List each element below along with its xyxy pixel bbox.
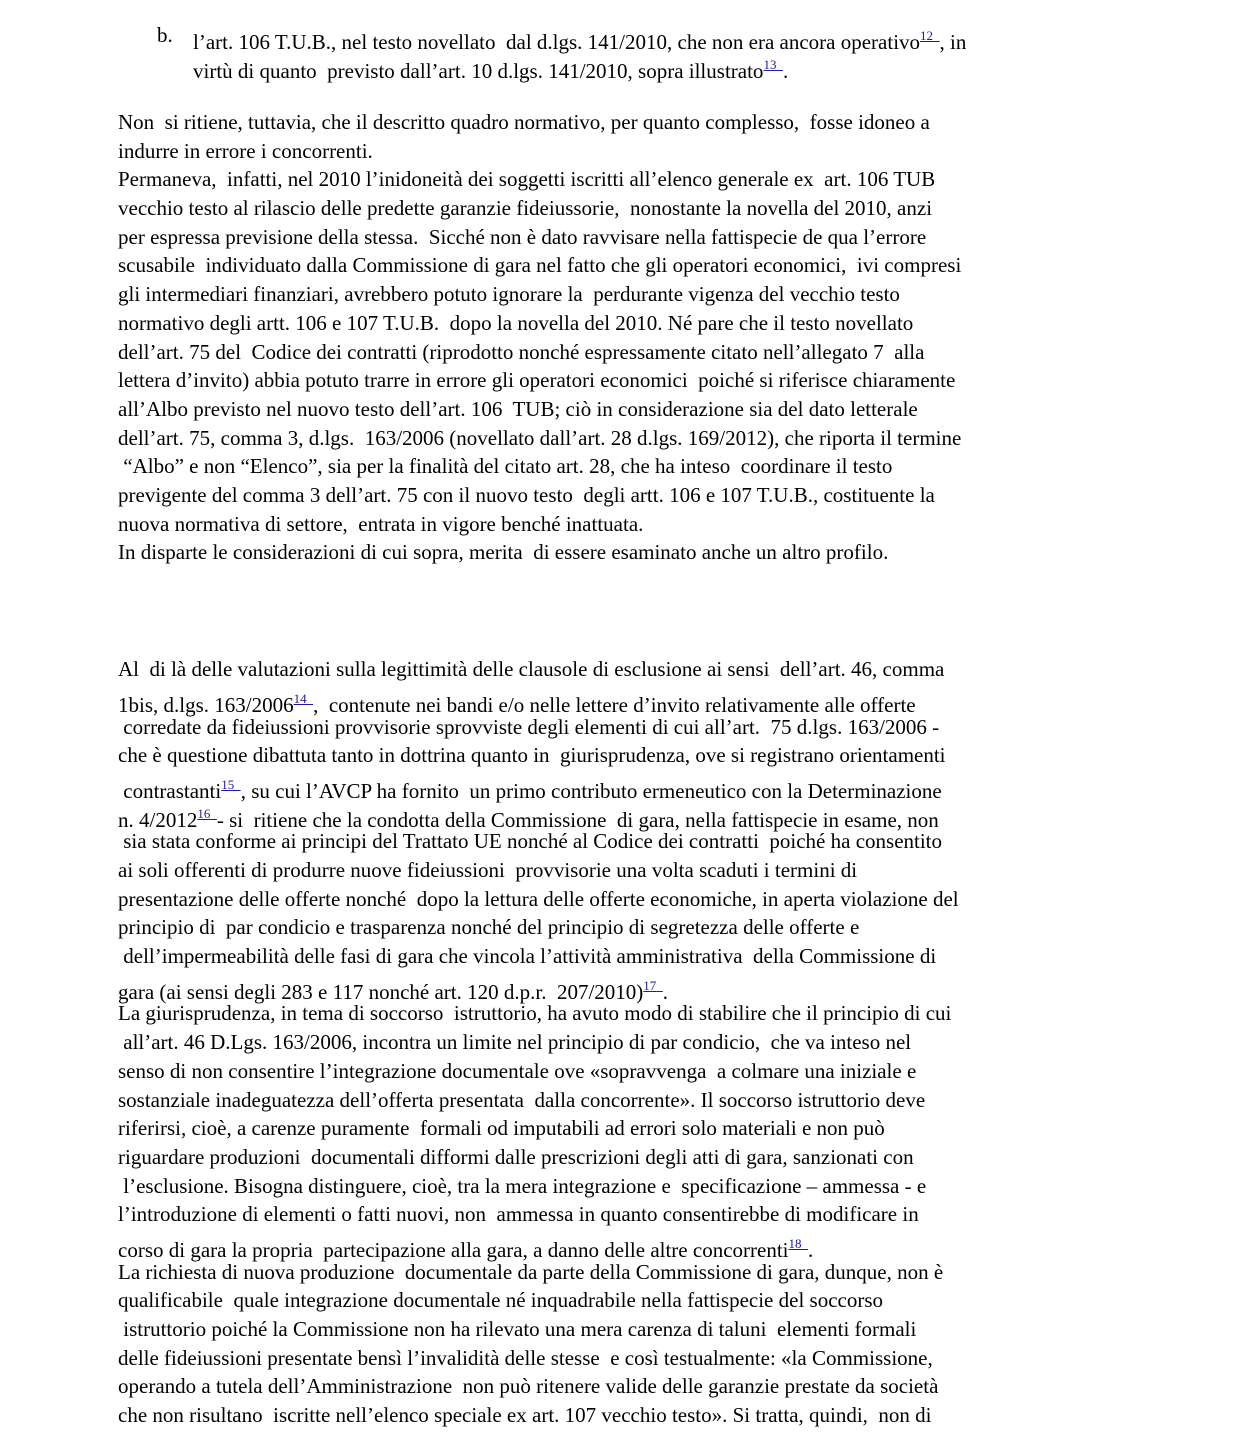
text-run: gara (ai sensi degli 283 e 117 nonché art. 120 d.p.r. 207/2010): [118, 980, 644, 1004]
p3-line: senso di non consentire l’integrazione documentale ove «sopravvenga a colmare una iniziale e: [118, 1059, 917, 1083]
p3-line: riferirsi, cioè, a carenze puramente formali od imputabili ad errori solo materiali e non può: [118, 1116, 885, 1140]
p4-line: che non risultano iscritte nell’elenco speciale ex art. 107 vecchio testo». Si tratta, quindi, non di: [118, 1403, 932, 1427]
p3-line: sostanziale inadeguatezza dell’offerta presentata dalla concorrente». Il soccorso istruttorio deve: [118, 1088, 926, 1112]
footnote-ref-12[interactable]: 12: [920, 28, 934, 43]
p1-line: Permaneva, infatti, nel 2010 l’inidoneità dei soggetti iscritti all’elenco generale ex art. 106 TUB: [118, 167, 936, 191]
p4-line: qualificabile quale integrazione documentale né inquadrabile nella fattispecie del soccorso: [118, 1288, 884, 1312]
p2-line: principio di par condicio e trasparenza nonché del principio di segretezza delle offerte e: [118, 915, 860, 939]
text-run: corso di gara la propria partecipazione alla gara, a danno delle altre concorrenti: [118, 1238, 789, 1262]
footnote-ref-13[interactable]: 13: [763, 57, 777, 72]
p1-line: per espressa previsione della stessa. Sicché non è dato ravvisare nella fattispecie de qua l’errore: [118, 225, 927, 249]
p4-line: istruttorio poiché la Commissione non ha rilevato una mera carenza di taluni elementi formali: [118, 1317, 917, 1341]
footnote-ref-15[interactable]: 15: [221, 777, 235, 792]
p1-line: indurre in errore i concorrenti.: [118, 139, 373, 163]
p1-line: previgente del comma 3 dell’art. 75 con il nuovo testo degli artt. 106 e 107 T.U.B., costituente la: [118, 483, 935, 507]
p1-line: dell’art. 75, comma 3, d.lgs. 163/2006 (novellato dall’art. 28 d.lgs. 169/2012), che riporta il termine: [118, 426, 962, 450]
p1-line: dell’art. 75 del Codice dei contratti (riprodotto nonché espressamente citato nell’allegato 7 alla: [118, 340, 925, 364]
p1-line: all’Albo previsto nel nuovo testo dell’art. 106 TUB; ciò in considerazione sia del dato letterale: [118, 397, 918, 421]
text-run: l’art. 106 T.U.B., nel testo novellato dal d.lgs. 141/2010, che non era ancora operativo: [193, 30, 921, 54]
p4-line: delle fideiussioni presentate bensì l’invalidità delle stesse e così testualmente: «la Commissione,: [118, 1346, 933, 1370]
p1-line: vecchio testo al rilascio delle predette garanzie fideiussorie, nonostante la novella del 2010, anzi: [118, 196, 933, 220]
text-run: .: [808, 1238, 814, 1262]
p1-line: normativo degli artt. 106 e 107 T.U.B. dopo la novella del 2010. Né pare che il testo novellato: [118, 311, 914, 335]
text-run: , in: [939, 30, 967, 54]
text-run: .: [662, 980, 669, 1004]
text-run: , contenute nei bandi e/o nelle lettere d’invito relativamente alle offerte: [313, 693, 916, 717]
text-run: , su cui l’AVCP ha fornito un primo contributo ermeneutico con la Determinazione: [240, 779, 942, 803]
p1-line: lettera d’invito) abbia potuto trarre in errore gli operatori economici poiché si riferisce chiaramente: [118, 368, 956, 392]
p1-line: scusabile individuato dalla Commissione di gara nel fatto che gli operatori economici, ivi compresi: [118, 253, 962, 277]
p4-line: operando a tutela dell’Amministrazione non può ritenere valide delle garanzie prestate da società: [118, 1374, 939, 1398]
p2-line: ai soli offerenti di produrre nuove fideiussioni provvisorie una volta scaduti i termini di: [118, 858, 858, 882]
footnote-ref-18[interactable]: 18: [788, 1236, 802, 1251]
footnote-ref-16[interactable]: 16: [197, 806, 211, 821]
p1-line: In disparte le considerazioni di cui sopra, merita di essere esaminato anche un altro profilo.: [118, 540, 889, 564]
p3-line: riguardare produzioni documentali difformi dalle prescrizioni degli atti di gara, sanzionati con: [118, 1145, 914, 1169]
p3-line: l’introduzione di elementi o fatti nuovi, non ammessa in quanto consentirebbe di modificare in: [118, 1202, 919, 1226]
p2-line: sia stata conforme ai principi del Trattato UE nonché al Codice dei contratti poiché ha consentito: [118, 829, 943, 853]
p2-line: presentazione delle offerte nonché dopo la lettura delle offerte economiche, in aperta violazione del: [118, 887, 959, 911]
list-marker: b.: [157, 23, 173, 47]
p3-line: La giurisprudenza, in tema di soccorso istruttorio, ha avuto modo di stabilire che il principio di cui: [118, 1001, 952, 1025]
p3-line: all’art. 46 D.Lgs. 163/2006, incontra un limite nel principio di par condicio, che va inteso nel: [118, 1030, 912, 1054]
p1-line: gli intermediari finanziari, avrebbero potuto ignorare la perdurante vigenza del vecchio testo: [118, 282, 900, 306]
footnote-ref-17[interactable]: 17: [643, 978, 657, 993]
text-run: n. 4/2012: [118, 808, 198, 832]
p1-line: “Albo” e non “Elenco”, sia per la finalità del citato art. 28, che ha inteso coordinare il testo: [118, 454, 893, 478]
footnote-ref-14[interactable]: 14: [293, 691, 307, 706]
p3-line: l’esclusione. Bisogna distinguere, cioè, tra la mera integrazione e specificazione – ammessa - e: [118, 1174, 927, 1198]
p1-line: nuova normativa di settore, entrata in vigore benché inattuata.: [118, 512, 644, 536]
text-run: - si ritiene che la condotta della Commissione di gara, nella fattispecie in esame, non: [216, 808, 939, 832]
list-item-b-line-2: [193, 50, 788, 86]
text-run: 1bis, d.lgs. 163/2006: [118, 693, 294, 717]
text-run: .: [782, 59, 789, 83]
p4-line: La richiesta di nuova produzione documentale da parte della Commissione di gara, dunque, non è: [118, 1260, 944, 1284]
p2-line: dell’impermeabilità delle fasi di gara che vincola l’attività amministrativa della Commissione di: [118, 944, 937, 968]
text-run: virtù di quanto previsto dall’art. 10 d.lgs. 141/2010, sopra illustrato: [193, 59, 764, 83]
text-run: contrastanti: [118, 779, 222, 803]
p2-line: che è questione dibattuta tanto in dottrina quanto in giurisprudenza, ove si registrano orientamenti: [118, 743, 946, 767]
p2-line: corredate da fideiussioni provvisorie sprovviste degli elementi di cui all’art. 75 d.lgs. 163/2006 -: [118, 715, 940, 739]
p2-line: Al di là delle valutazioni sulla legittimità delle clausole di esclusione ai sensi dell’art. 46, comma: [118, 657, 945, 681]
p1-line: Non si ritiene, tuttavia, che il descritto quadro normativo, per quanto complesso, fosse idoneo a: [118, 110, 930, 134]
